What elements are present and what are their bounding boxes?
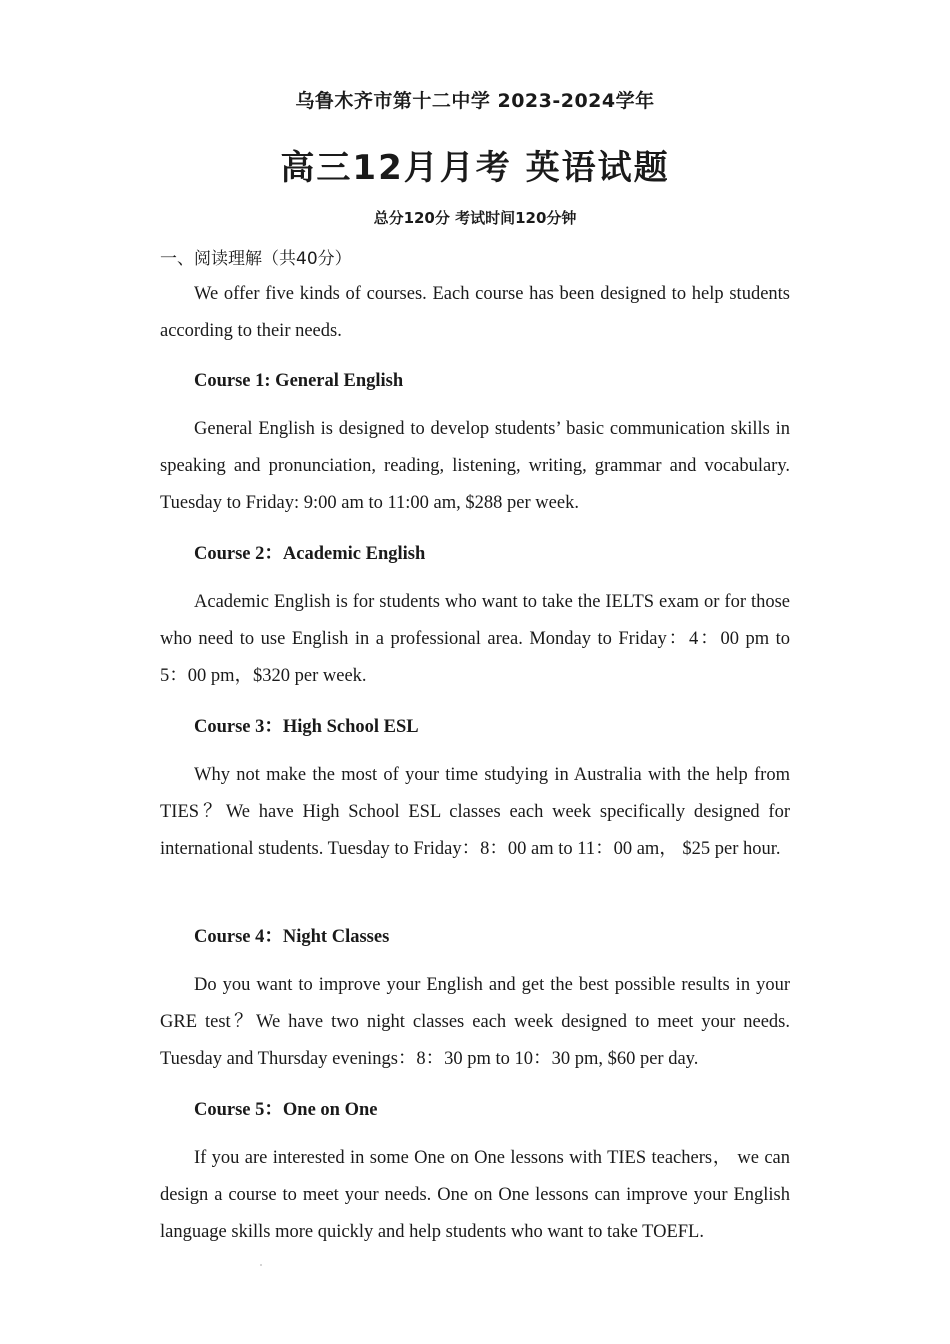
- exam-score-time: 总分120分 考试时间120分钟: [373, 209, 577, 227]
- course-1-heading: Course 1: General English: [194, 371, 404, 391]
- course-5-text: If you are interested in some One on One lessons with TIES teachers， we can design a course to meet your needs. One on One lessons can improve your English language skills more quickly and help students who want to take TOEFL.: [160, 1148, 790, 1243]
- scan-speck: [260, 1264, 262, 1266]
- section-heading-reading: 一、阅读理解（共40分）: [160, 249, 352, 269]
- course-2-text: Academic English is for students who want to take the IELTS exam or for those who need to use English in a professional area. Monday to Friday：4：00 pm to 5：00 pm，$320 per week.: [160, 592, 790, 687]
- course-5-heading: Course 5：One on One: [194, 1100, 378, 1120]
- course-1-text: General English is designed to develop students’ basic communication skills in speaking and pronunciation, reading, listening, writing, grammar and vocabulary. Tuesday to Friday: 9:00 am to 11:00 am, $288 per week.: [160, 419, 790, 514]
- course-2-heading: Course 2：Academic English: [194, 544, 426, 564]
- course-4-heading: Course 4：Night Classes: [194, 927, 390, 947]
- course-3-heading: Course 3：High School ESL: [194, 717, 419, 737]
- passage-intro: We offer five kinds of courses. Each course has been designed to help students according to their needs.: [160, 284, 790, 342]
- course-3-text: Why not make the most of your time studying in Australia with the help from TIES？We have High School ESL classes each week specifically designed for international students. Tuesday to Friday：8：00 am to 11：00 am， $25 per hour.: [160, 765, 790, 860]
- exam-title: 高三12月月考 英语试题: [280, 148, 670, 188]
- course-4-text: Do you want to improve your English and get the best possible results in your GRE test？We have two night classes each week designed to meet your needs. Tuesday and Thursday evenings：8：30 pm to 10：30 pm, $60 per day.: [160, 975, 790, 1070]
- school-year-line: 乌鲁木齐市第十二中学 2023-2024学年: [295, 90, 655, 112]
